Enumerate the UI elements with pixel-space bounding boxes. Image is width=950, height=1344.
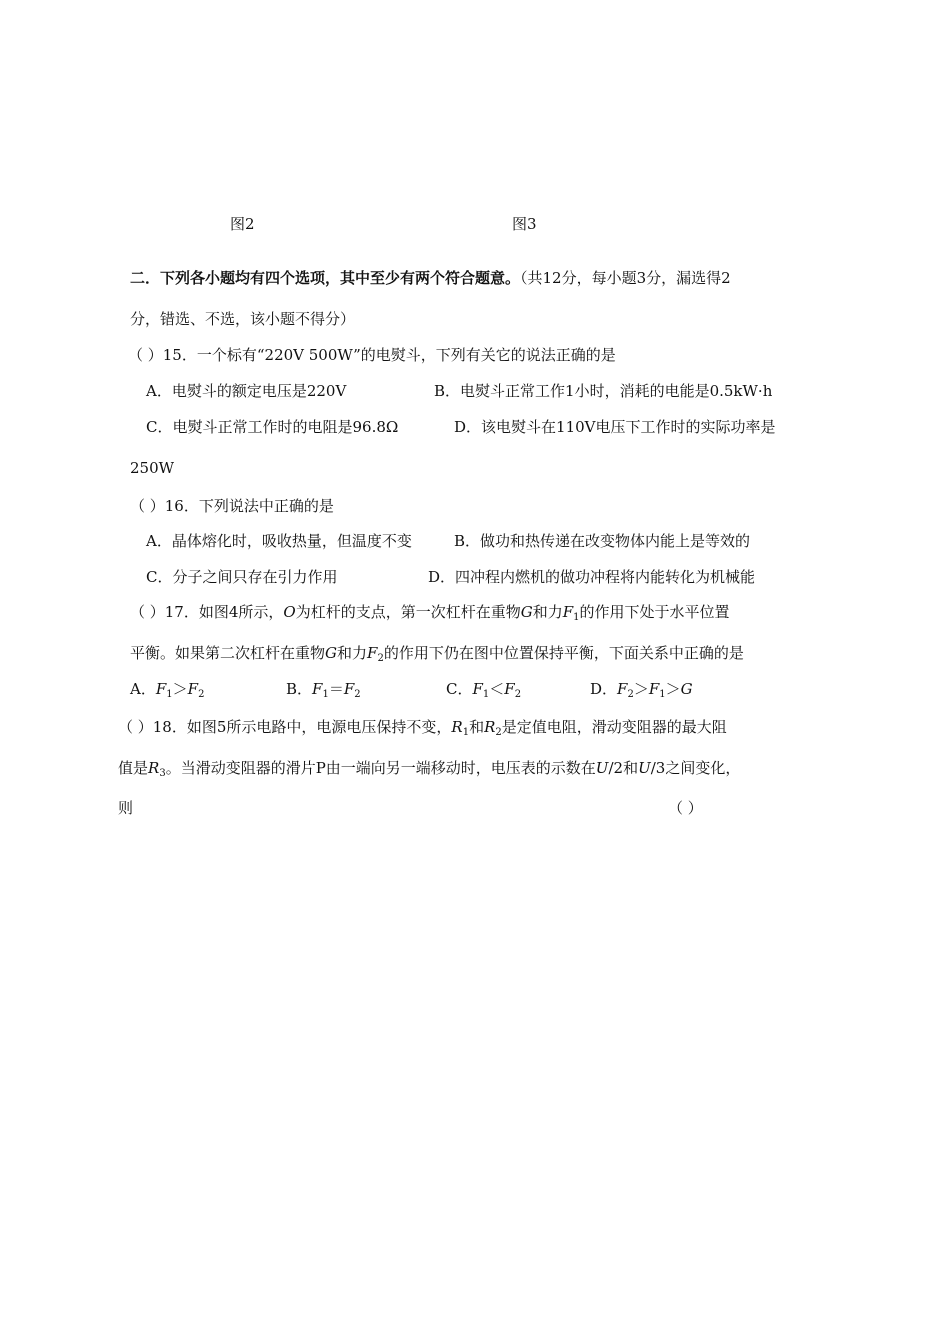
var-f: F	[155, 680, 167, 698]
q17-stem-cont	[130, 643, 744, 663]
var-f: F	[472, 680, 483, 698]
q18-text: /3	[650, 759, 666, 777]
q15-option-d: D．该电熨斗在110V电压下工作时的实际功率是	[454, 418, 776, 436]
var-r: R	[484, 718, 496, 736]
subscript: 1	[482, 689, 490, 700]
var-o: O	[283, 603, 296, 621]
q17-option-d	[590, 679, 693, 699]
q18-text: /2	[608, 759, 624, 777]
q18-text: 值是	[118, 759, 149, 777]
subscript: 3	[159, 768, 166, 779]
q17-option-b	[286, 679, 361, 699]
relation: ＜	[489, 680, 505, 698]
var-f: F	[562, 603, 574, 621]
var-f: F	[648, 680, 660, 698]
q16-option-c: C．分子之间只存在引力作用	[146, 568, 338, 586]
q16-option-d: D．四冲程内燃机的做功冲程将内能转化为机械能	[428, 568, 756, 586]
var-f: F	[504, 680, 515, 698]
var-u: U	[638, 759, 651, 777]
q17-text: 和力	[337, 644, 368, 662]
subscript: 2	[198, 689, 205, 700]
q18-text: 之间变化，	[665, 759, 741, 777]
var-f: F	[343, 680, 355, 698]
relation: ＞	[172, 680, 188, 698]
option-label: A．	[130, 680, 156, 698]
option-label: D．	[590, 680, 618, 698]
var-f: F	[617, 680, 628, 698]
q18-stem	[118, 717, 727, 737]
q18-text: 。当滑动变阻器的滑片P由一端向另一端移动时，电压表的示数在	[165, 759, 596, 777]
subscript: 2	[495, 727, 502, 738]
q18-prefix: （ ）18．如图5所示电路中，电源电压保持不变，	[118, 718, 452, 736]
subscript: 2	[514, 689, 522, 700]
option-label: B．	[286, 680, 313, 698]
section-scoring-note: （共12分，每小题3分，漏选得2	[520, 269, 731, 287]
figure-2-caption: 图2	[230, 215, 255, 233]
section-heading	[130, 268, 731, 288]
q17-option-a	[130, 679, 204, 699]
q15-option-a: A．电熨斗的额定电压是220V	[146, 382, 347, 400]
q15-stem: （ ）15．一个标有“220V 500W”的电熨斗，下列有关它的说法正确的是	[128, 346, 616, 364]
subscript: 1	[166, 689, 173, 700]
subscript: 2	[354, 689, 361, 700]
q17-stem	[130, 602, 730, 622]
q16-stem: （ ）16．下列说法中正确的是	[130, 497, 334, 515]
q16-option-a: A．晶体熔化时，吸收热量，但温度不变	[146, 532, 412, 550]
relation: ＞	[665, 680, 681, 698]
q17-text: 的作用下处于水平位置	[579, 603, 730, 621]
var-r: R	[148, 759, 160, 777]
q18-answer-paren: （ ）	[668, 799, 703, 817]
option-label: C．	[446, 680, 473, 698]
var-r: R	[451, 718, 463, 736]
var-f: F	[187, 680, 199, 698]
q17-prefix: （ ）17．如图4所示，	[130, 603, 284, 621]
q15-option-d-cont: 250W	[130, 459, 175, 477]
q18-stem-cont	[118, 758, 740, 778]
var-u: U	[595, 759, 609, 777]
var-g: G	[520, 603, 533, 621]
var-f: F	[312, 680, 323, 698]
q18-text: 和	[623, 759, 639, 777]
q15-option-c: C．电熨斗正常工作时的电阻是96.8Ω	[146, 418, 399, 436]
var-g: G	[680, 680, 693, 698]
subscript: 2	[627, 689, 634, 700]
q15-option-b: B．电熨斗正常工作1小时，消耗的电能是0.5kW·h	[434, 382, 773, 400]
section-scoring-note-cont: 分，错选、不选，该小题不得分）	[130, 310, 356, 328]
var-f: F	[367, 644, 378, 662]
figure-3-caption: 图3	[512, 215, 537, 233]
subscript: 1	[322, 689, 329, 700]
q17-option-c	[446, 679, 521, 699]
q16-option-b: B．做功和热传递在改变物体内能上是等效的	[454, 532, 751, 550]
section-title: 二．下列各小题均有四个选项，其中至少有两个符合题意。	[130, 269, 521, 287]
q17-text: 平衡。如果第二次杠杆在重物	[130, 644, 326, 662]
relation: ＝	[328, 680, 344, 698]
subscript: 1	[659, 689, 666, 700]
subscript: 1	[462, 727, 470, 738]
subscript: 2	[377, 653, 384, 664]
q18-text: 和	[469, 718, 485, 736]
q17-text: 的作用下仍在图中位置保持平衡，下面关系中正确的是	[383, 644, 744, 662]
relation: ＞	[633, 680, 649, 698]
q17-text: 和力	[532, 603, 563, 621]
q18-stem-end: 则	[118, 799, 134, 817]
q18-text: 是定值电阻，滑动变阻器的最大阻	[501, 718, 727, 736]
subscript: 1	[573, 612, 580, 623]
q17-text: 为杠杆的支点，第一次杠杆在重物	[295, 603, 521, 621]
var-g: G	[325, 644, 337, 662]
